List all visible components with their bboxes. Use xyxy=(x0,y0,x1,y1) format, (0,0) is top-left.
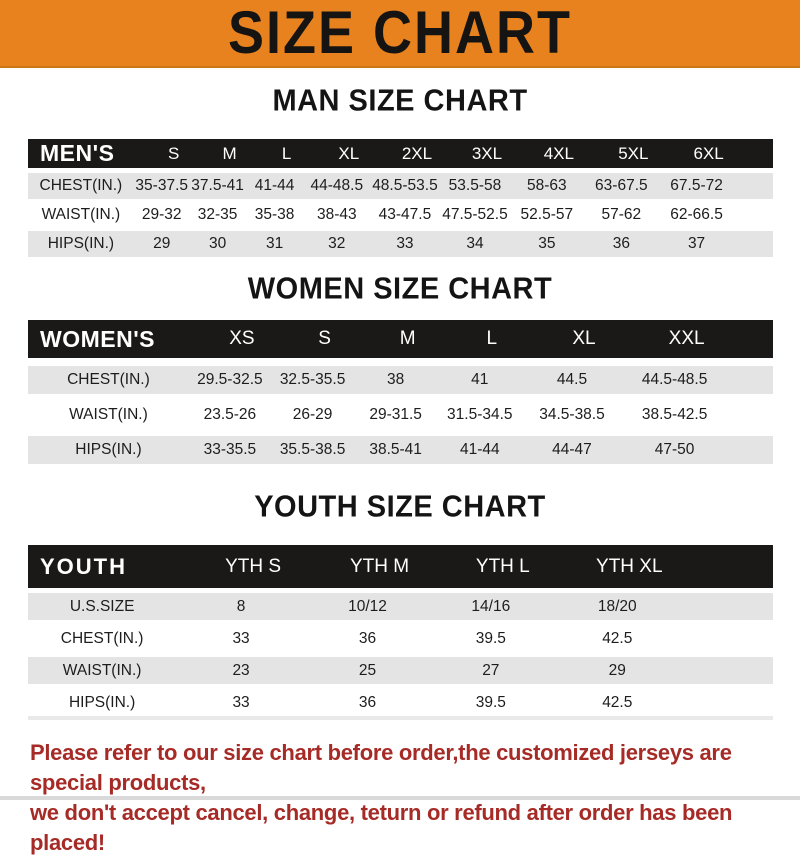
value-cell: 18/20 xyxy=(597,597,637,615)
women-size-table xyxy=(28,320,773,464)
row-label: HIPS(IN.) xyxy=(75,441,142,458)
size-header-cell: 2XL xyxy=(401,143,433,163)
youth-us-size-row xyxy=(28,593,773,620)
value-cell: 33 xyxy=(396,235,414,252)
women-hips-row xyxy=(28,436,773,464)
value-cell: 44-47 xyxy=(552,441,592,458)
value-cell: 41-44 xyxy=(254,177,295,194)
value-cell: 41-44 xyxy=(459,441,500,458)
size-header-cell: XL xyxy=(338,143,360,163)
value-cell: 44-48.5 xyxy=(310,177,364,194)
row-label: WAIST(IN.) xyxy=(41,206,121,223)
value-cell: 44.5 xyxy=(556,371,588,388)
value-cell: 35-38 xyxy=(254,206,295,223)
size-header-cell: M xyxy=(399,328,416,349)
value-cell: 29 xyxy=(153,235,171,252)
size-header-cell: 6XL xyxy=(693,143,724,163)
row-label: CHEST(IN.) xyxy=(60,629,144,647)
value-cell: 25 xyxy=(358,661,377,679)
value-cell: 33-35.5 xyxy=(203,441,257,458)
size-header-cell: S xyxy=(168,143,180,163)
value-cell: 39.5 xyxy=(475,693,506,711)
size-header-cell: S xyxy=(318,328,331,349)
value-cell: 34.5-38.5 xyxy=(539,406,605,423)
value-cell: 31.5-34.5 xyxy=(447,406,513,423)
value-cell: 39.5 xyxy=(475,629,506,647)
value-cell: 38.5-41 xyxy=(369,441,422,458)
women-table-header-row xyxy=(28,320,773,358)
youth-table-header-row xyxy=(28,545,773,588)
value-cell: 23 xyxy=(232,661,250,679)
men-table-header-row xyxy=(28,139,773,168)
disclaimer-line-2: we don't accept cancel, change, teturn or refund after order has been placed! xyxy=(30,800,733,855)
value-cell: 10/12 xyxy=(348,597,387,615)
row-label: CHEST(IN.) xyxy=(67,371,150,388)
men-hips-row xyxy=(28,231,773,257)
size-header-cell: 4XL xyxy=(543,143,574,163)
youth-hips-row xyxy=(28,689,773,720)
value-cell: 36 xyxy=(358,693,377,711)
value-cell: 32-35 xyxy=(197,206,238,223)
value-cell: 32.5-35.5 xyxy=(279,371,346,388)
men-size-table xyxy=(28,139,773,257)
value-cell: 29.5-32.5 xyxy=(197,371,263,388)
value-cell: 42.5 xyxy=(602,693,633,711)
size-header-cell: 5XL xyxy=(618,143,649,163)
value-cell: 35-37.5 xyxy=(135,177,188,194)
value-cell: 38-43 xyxy=(316,206,357,223)
value-cell: 63-67.5 xyxy=(595,177,648,194)
value-cell: 37.5-41 xyxy=(191,177,244,194)
value-cell: 57-62 xyxy=(601,206,642,223)
value-cell: 30 xyxy=(208,235,227,252)
value-cell: 31 xyxy=(265,235,284,252)
value-cell: 14/16 xyxy=(471,597,511,615)
value-cell: 35 xyxy=(538,235,556,252)
value-cell: 52.5-57 xyxy=(520,206,574,223)
row-label: CHEST(IN.) xyxy=(39,177,123,194)
value-cell: 38.5-42.5 xyxy=(641,406,708,423)
value-cell: 29-32 xyxy=(141,206,182,223)
women-waist-row xyxy=(28,401,773,429)
value-cell: 23.5-26 xyxy=(203,406,257,423)
value-cell: 43-47.5 xyxy=(378,206,432,223)
value-cell: 67.5-72 xyxy=(670,177,723,194)
value-cell: 36 xyxy=(358,629,377,647)
value-cell: 47-50 xyxy=(654,441,695,458)
row-label: HIPS(IN.) xyxy=(68,693,136,711)
youth-waist-row xyxy=(28,657,773,684)
men-header-label: MEN'S xyxy=(40,140,115,166)
size-header-cell: YTH L xyxy=(475,555,530,577)
size-header-cell: YTH S xyxy=(225,555,282,577)
bottom-divider xyxy=(0,796,800,800)
youth-size-table xyxy=(28,545,773,720)
women-header-label: WOMEN'S xyxy=(40,325,156,352)
value-cell: 26-29 xyxy=(292,406,333,423)
youth-chest-row xyxy=(28,625,773,652)
women-size-chart-heading: WOMEN SIZE CHART xyxy=(247,272,553,306)
size-header-cell: YTH XL xyxy=(596,555,663,577)
youth-header-label: YOUTH xyxy=(40,553,127,579)
value-cell: 29 xyxy=(608,661,626,679)
value-cell: 47.5-52.5 xyxy=(442,206,508,223)
size-header-cell: YTH M xyxy=(349,555,410,577)
youth-size-chart-heading: YOUTH SIZE CHART xyxy=(254,490,546,524)
man-size-chart-heading: MAN SIZE CHART xyxy=(272,84,528,118)
value-cell: 34 xyxy=(466,235,484,252)
women-chest-row xyxy=(28,366,773,394)
value-cell: 36 xyxy=(612,235,630,252)
size-header-cell: XXL xyxy=(668,328,705,349)
row-label: WAIST(IN.) xyxy=(62,661,142,679)
row-label: U.S.SIZE xyxy=(69,597,135,615)
value-cell: 58-63 xyxy=(527,177,567,194)
value-cell: 37 xyxy=(687,235,706,252)
disclaimer-line-1: Please refer to our size chart before order,the customized jerseys are special products, xyxy=(30,740,732,795)
size-header-cell: XS xyxy=(229,328,255,349)
value-cell: 33 xyxy=(232,629,250,647)
size-chart-title: SIZE CHART xyxy=(228,0,572,67)
value-cell: 35.5-38.5 xyxy=(279,441,346,458)
size-header-cell: M xyxy=(222,143,237,163)
men-waist-row xyxy=(28,202,773,228)
value-cell: 27 xyxy=(482,661,500,679)
row-label: HIPS(IN.) xyxy=(47,235,115,252)
size-header-cell: XL xyxy=(572,328,596,349)
men-chest-row xyxy=(28,173,773,199)
value-cell: 53.5-58 xyxy=(448,177,502,194)
value-cell: 8 xyxy=(236,597,246,615)
size-header-cell: L xyxy=(486,328,498,349)
value-cell: 33 xyxy=(232,693,250,711)
value-cell: 42.5 xyxy=(602,629,633,647)
value-cell: 48.5-53.5 xyxy=(372,177,438,194)
value-cell: 29-31.5 xyxy=(369,406,422,423)
value-cell: 44.5-48.5 xyxy=(641,371,708,388)
value-cell: 62-66.5 xyxy=(670,206,723,223)
size-chart-banner xyxy=(0,0,800,68)
size-header-cell: 3XL xyxy=(471,143,503,163)
size-header-cell: L xyxy=(281,143,292,163)
row-label: WAIST(IN.) xyxy=(69,406,148,423)
value-cell: 38 xyxy=(387,371,405,388)
value-cell: 41 xyxy=(471,371,489,388)
value-cell: 32 xyxy=(328,235,346,252)
